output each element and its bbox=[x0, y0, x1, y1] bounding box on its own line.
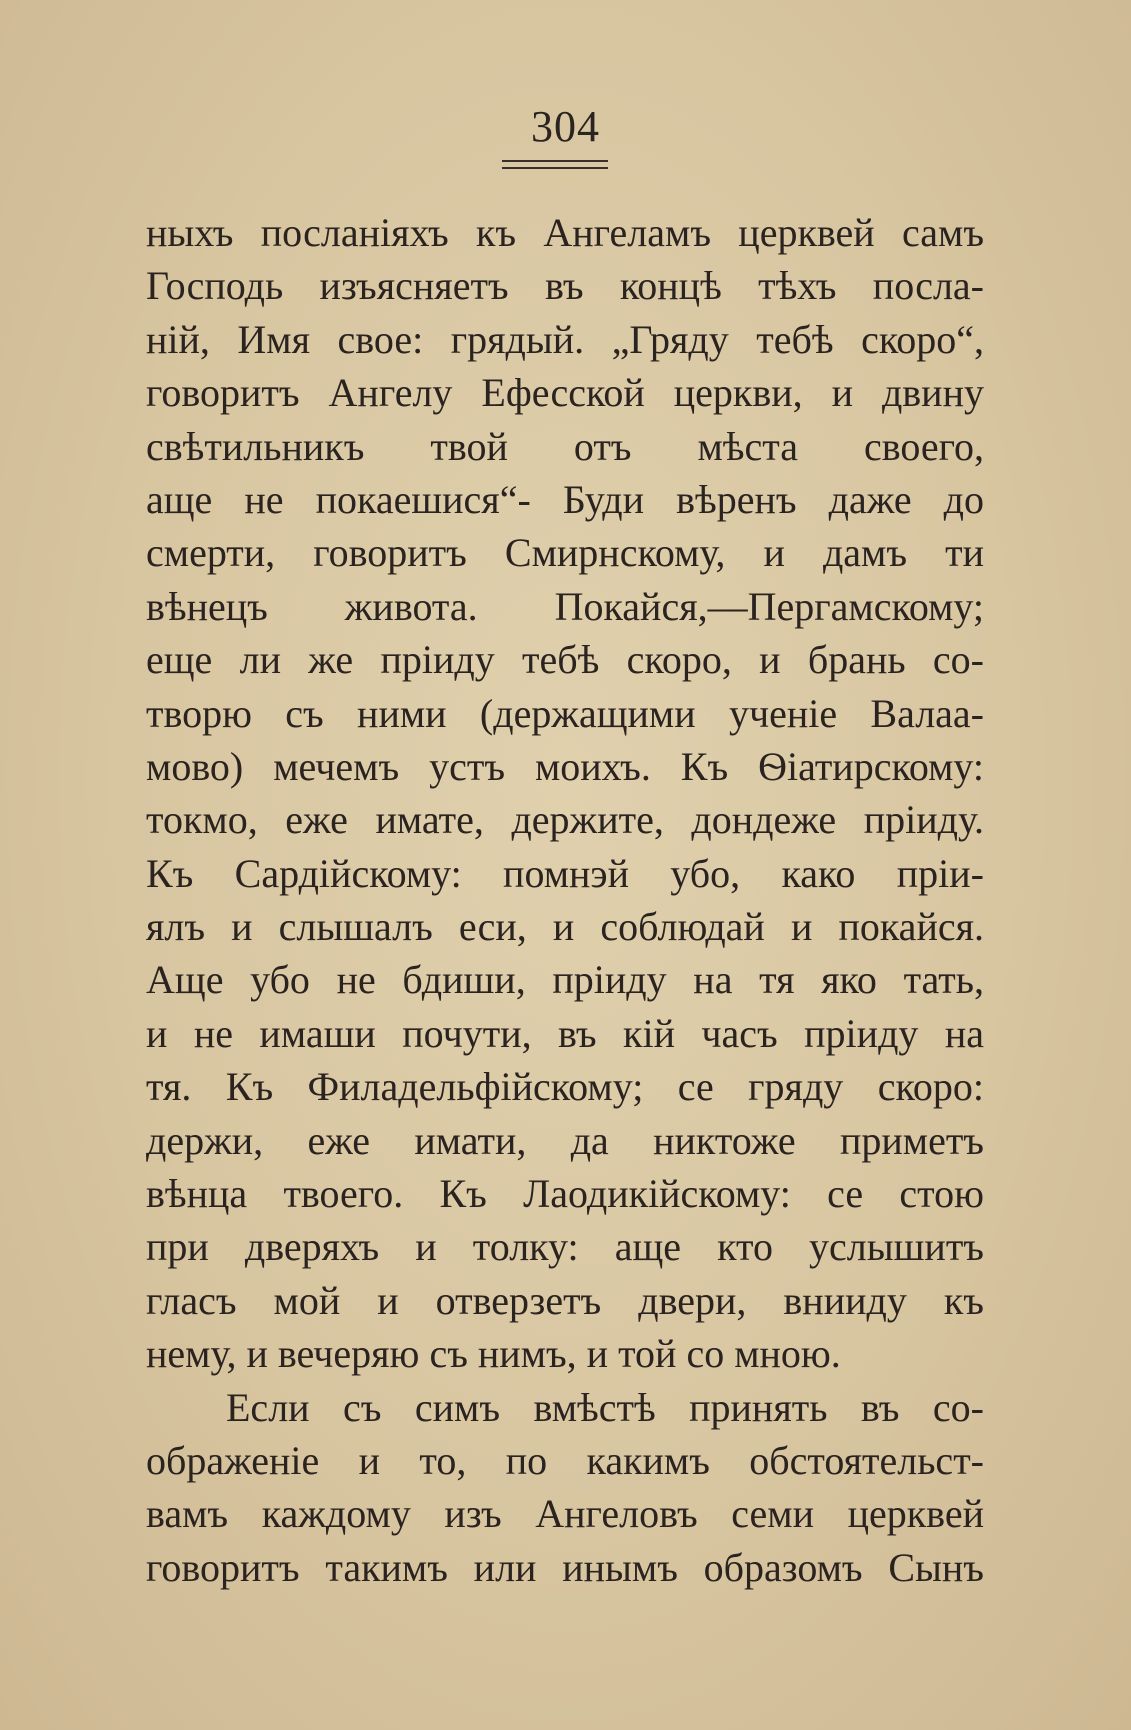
text-line: держи, еже имати, да никтоже приметъ bbox=[146, 1117, 984, 1163]
text-line: и не имаши почути, въ кій часъ пріиду на bbox=[146, 1010, 984, 1056]
text-line: гласъ мой и отверзетъ двери, внииду къ bbox=[146, 1277, 984, 1323]
text-line: свѣтильникъ твой отъ мѣста своего, bbox=[146, 423, 984, 469]
header-rule-bottom bbox=[502, 167, 608, 169]
text-line: токмо, еже имате, держите, дондеже пріиду. bbox=[146, 797, 984, 843]
text-line: говоритъ такимъ или инымъ образомъ Сынъ bbox=[146, 1544, 984, 1590]
text-line: ображеніе и то, по какимъ обстоятельст- bbox=[146, 1437, 984, 1483]
page-number: 304 bbox=[531, 102, 600, 151]
text-line: Господь изъясняетъ въ концѣ тѣхъ посла- bbox=[146, 263, 984, 309]
text-line: вамъ каждому изъ Ангеловъ семи церквей bbox=[146, 1491, 984, 1537]
text-line: ялъ и слышалъ еси, и соблюдай и покайся. bbox=[146, 904, 984, 950]
text-line: вѣнца твоего. Къ Лаодикійскому: се стою bbox=[146, 1171, 984, 1217]
text-line: говоритъ Ангелу Ефесской церкви, и двину bbox=[146, 370, 984, 416]
paragraph-first-line: Если съ симъ вмѣстѣ принять въ со- bbox=[226, 1384, 984, 1430]
text-line: нему, и вечеряю съ нимъ, и той со мною. bbox=[146, 1331, 841, 1377]
text-line: мово) мечемъ устъ моихъ. Къ Ѳіатирскому: bbox=[146, 743, 984, 789]
text-line: вѣнецъ живота. Покайся,—Пергамскому; bbox=[146, 583, 984, 629]
text-line: смерти, говоритъ Смирнскому, и дамъ ти bbox=[146, 530, 984, 576]
text-line: еще ли же пріиду тебѣ скоро, и брань со- bbox=[146, 637, 984, 683]
text-line: творю съ ними (держащими ученіе Валаа- bbox=[146, 690, 984, 736]
text-line: тя. Къ Филадельфійскому; се гряду скоро: bbox=[146, 1064, 984, 1110]
text-line: ній, Имя свое: грядый. „Гряду тебѣ скоро“, bbox=[146, 316, 984, 362]
header-rule-top bbox=[502, 160, 608, 162]
text-line: ныхъ посланіяхъ къ Ангеламъ церквей самъ bbox=[146, 210, 984, 255]
text-line: аще не покаешися“- Буди вѣренъ даже до bbox=[146, 476, 984, 522]
text-line: при дверяхъ и толку: аще кто услышитъ bbox=[146, 1224, 984, 1270]
text-line: Къ Сардійскому: помнэй убо, како пріи- bbox=[146, 850, 984, 896]
body-text bbox=[146, 206, 984, 1594]
text-line: Аще убо не бдиши, пріиду на тя яко тать, bbox=[146, 957, 984, 1003]
